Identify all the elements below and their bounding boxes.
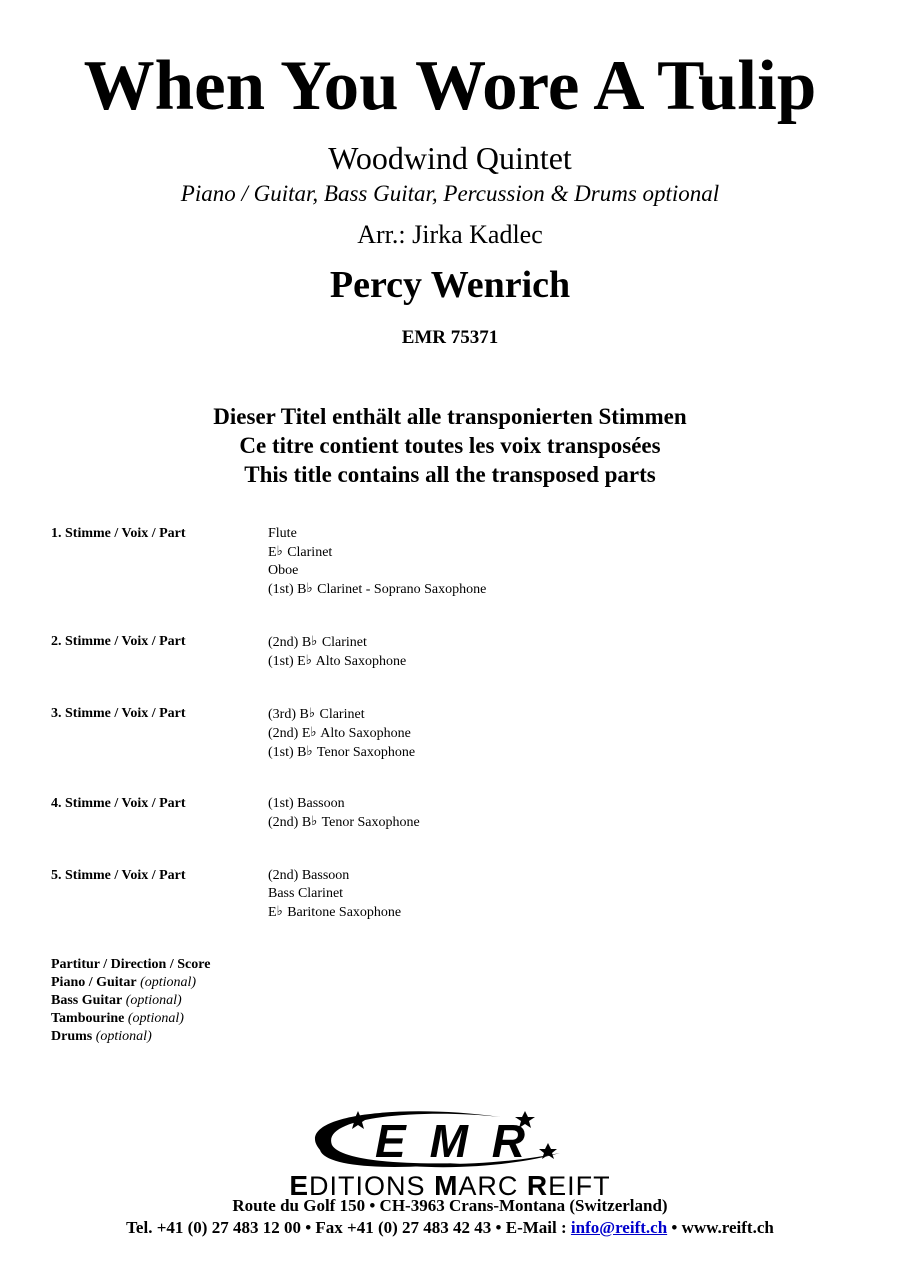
part-label: 1. Stimme / Voix / Part bbox=[51, 526, 186, 541]
optional-instruments-line: Piano / Guitar, Bass Guitar, Percussion & Drums optional bbox=[180, 181, 720, 206]
instrument-name: Baritone Saxophone bbox=[287, 905, 402, 920]
instrument-item bbox=[268, 652, 406, 671]
part-label: 4. Stimme / Voix / Part bbox=[51, 796, 186, 811]
extra-part-name: Tambourine bbox=[51, 1011, 125, 1026]
extra-parts-list bbox=[51, 956, 210, 1046]
extra-part-note: (optional) bbox=[127, 1011, 184, 1026]
catalog-number: EMR 75371 bbox=[401, 327, 499, 348]
extra-part-name: Piano / Guitar bbox=[51, 975, 137, 990]
instrument-order: (1st) bbox=[268, 582, 294, 597]
instrument-name: Clarinet - Soprano Saxophone bbox=[317, 582, 487, 597]
instrument-key: B bbox=[297, 582, 307, 597]
part-instrument-list bbox=[268, 795, 420, 832]
instrument-key: B bbox=[297, 745, 307, 760]
instrument-key: E bbox=[268, 545, 277, 560]
instrument-item bbox=[268, 724, 415, 743]
instrument-order: (1st) bbox=[268, 745, 294, 760]
logo-star-left bbox=[348, 1111, 368, 1129]
instrument-name: Alto Saxophone bbox=[320, 726, 411, 741]
instrument-name: Bassoon bbox=[297, 796, 345, 811]
part-instrument-list bbox=[268, 633, 406, 671]
instrument-name: Bass Clarinet bbox=[268, 886, 344, 901]
instrument-key: B bbox=[301, 815, 312, 830]
instrument-item bbox=[268, 525, 486, 543]
publisher-word-rest: EIFT bbox=[548, 1171, 611, 1201]
part-label: 3. Stimme / Voix / Part bbox=[51, 706, 186, 721]
flat-symbol: ♭ bbox=[306, 580, 313, 595]
instrument-item bbox=[268, 633, 406, 652]
flat-symbol: ♭ bbox=[276, 543, 283, 558]
instrument-name: Clarinet bbox=[287, 545, 333, 560]
flat-symbol: ♭ bbox=[311, 633, 318, 648]
notice-german: Dieser Titel enthält alle transponierten Stimmen bbox=[213, 404, 687, 429]
part-label: 2. Stimme / Voix / Part bbox=[51, 634, 186, 649]
instrument-key: B bbox=[299, 707, 309, 722]
instrument-name: Tenor Saxophone bbox=[321, 815, 420, 830]
logo-emr-text: EMR bbox=[375, 1115, 525, 1167]
instrument-item bbox=[268, 867, 401, 885]
part-instrument-list bbox=[268, 867, 401, 922]
instrument-key: B bbox=[301, 635, 312, 650]
instrument-name: Alto Saxophone bbox=[315, 654, 407, 669]
flat-symbol: ♭ bbox=[306, 743, 313, 758]
publisher-contact bbox=[0, 1218, 900, 1238]
instrument-key: E bbox=[301, 726, 311, 741]
part-instrument-list bbox=[268, 525, 486, 599]
instrument-item bbox=[268, 795, 420, 813]
extra-part-note: (optional) bbox=[95, 1029, 152, 1044]
page-title: When You Wore A Tulip bbox=[83, 47, 817, 125]
publisher-initial: E bbox=[289, 1170, 310, 1201]
extra-part-item bbox=[51, 1028, 210, 1046]
instrument-item bbox=[268, 885, 401, 903]
instrument-order: (3rd) bbox=[268, 707, 296, 722]
extra-part-item bbox=[51, 992, 210, 1010]
publisher-initial: M bbox=[434, 1170, 459, 1201]
extra-part-name: Drums bbox=[51, 1029, 93, 1044]
instrument-order: (1st) bbox=[268, 796, 294, 811]
instrument-item bbox=[268, 580, 486, 599]
instrument-item bbox=[268, 562, 486, 580]
instrument-order: (2nd) bbox=[268, 868, 299, 883]
flat-symbol: ♭ bbox=[310, 724, 317, 739]
email-link[interactable]: info@reift.ch bbox=[570, 1218, 668, 1237]
publisher-initial: R bbox=[526, 1170, 549, 1201]
instrument-item bbox=[268, 543, 486, 562]
instrument-name: Bassoon bbox=[301, 868, 350, 883]
instrument-key: E bbox=[268, 905, 277, 920]
instrument-item bbox=[268, 903, 401, 922]
contact-phone-fax: Tel. +41 (0) 27 483 12 00 • Fax +41 (0) 27 483 42 43 • E-Mail : bbox=[126, 1218, 571, 1237]
instrument-name: Tenor Saxophone bbox=[316, 745, 416, 760]
instrument-name: Flute bbox=[268, 526, 297, 541]
instrument-key: E bbox=[297, 654, 306, 669]
notice-english: This title contains all the transposed parts bbox=[244, 462, 656, 487]
instrument-item bbox=[268, 743, 415, 762]
flat-symbol: ♭ bbox=[305, 652, 312, 667]
ensemble-subtitle: Woodwind Quintet bbox=[328, 140, 572, 176]
instrument-order: (2nd) bbox=[268, 635, 299, 650]
website-text: • www.reift.ch bbox=[667, 1218, 774, 1237]
extra-part-item bbox=[51, 974, 210, 992]
instrument-name: Clarinet bbox=[321, 635, 367, 650]
extra-part-name: Partitur / Direction / Score bbox=[51, 957, 211, 972]
publisher-word-rest: ARC bbox=[458, 1171, 527, 1201]
arranger-credit: Arr.: Jirka Kadlec bbox=[357, 220, 543, 249]
instrument-item bbox=[268, 813, 420, 832]
logo-swoosh bbox=[315, 1111, 500, 1167]
instrument-order: (2nd) bbox=[268, 726, 299, 741]
flat-symbol: ♭ bbox=[276, 903, 283, 918]
instrument-name: Oboe bbox=[268, 563, 299, 578]
extra-part-item bbox=[51, 956, 210, 974]
extra-part-item bbox=[51, 1010, 210, 1028]
flat-symbol: ♭ bbox=[308, 705, 315, 720]
extra-part-name: Bass Guitar bbox=[51, 993, 123, 1008]
extra-part-note: (optional) bbox=[125, 993, 182, 1008]
extra-part-note: (optional) bbox=[140, 975, 197, 990]
instrument-order: (1st) bbox=[268, 654, 294, 669]
part-label: 5. Stimme / Voix / Part bbox=[51, 868, 186, 883]
instrument-item bbox=[268, 705, 415, 724]
publisher-address: Route du Golf 150 • CH-3963 Crans-Montana (Switzerland) bbox=[232, 1196, 668, 1215]
notice-french: Ce titre contient toutes les voix transposées bbox=[239, 433, 661, 458]
instrument-name: Clarinet bbox=[319, 707, 365, 722]
instrument-order: (2nd) bbox=[268, 815, 299, 830]
publisher-word-rest: DITIONS bbox=[309, 1171, 435, 1201]
composer-name: Percy Wenrich bbox=[329, 264, 571, 306]
flat-symbol: ♭ bbox=[311, 813, 318, 828]
part-instrument-list bbox=[268, 705, 415, 762]
